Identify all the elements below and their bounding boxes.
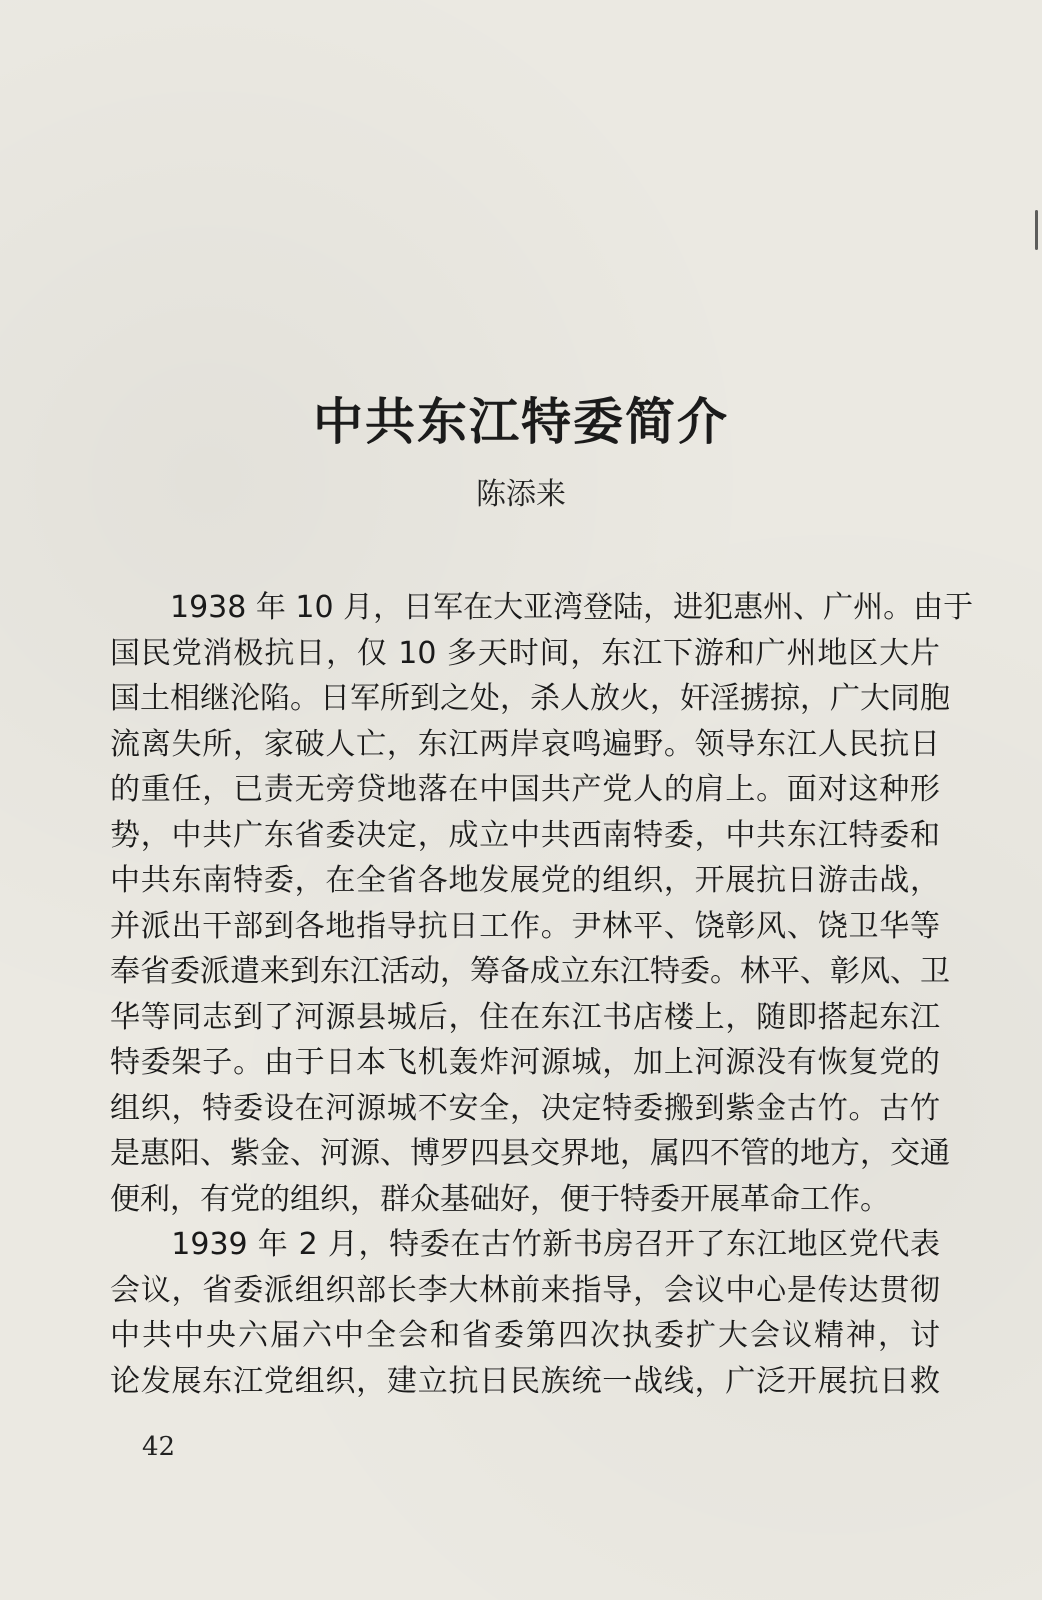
text-line: 中共中央六届六中全会和省委第四次执委扩大会议精神，讨 [110,1318,940,1353]
text-line: 1938 年 10 月，日军在大亚湾登陆，进犯惠州、广州。由于 [110,590,974,625]
text-line: 流离失所，家破人亡，东江两岸哀鸣遍野。领导东江人民抗日 [110,726,940,762]
article-title: 中共东江特委简介 [313,392,729,451]
text-line: 国民党消极抗日，仅 10 多天时间，东江下游和广州地区大片 [110,635,940,671]
text-line: 中共东南特委，在全省各地发展党的组织，开展抗日游击战， [110,863,940,898]
text-line: 华等同志到了河源县城后，住在东江书店楼上，随即搭起东江 [110,999,940,1035]
text-line: 会议，省委派组织部长李大林前来指导，会议中心是传达贯彻 [110,1272,940,1308]
article-author: 陈添来 [476,477,566,512]
text-line: 并派出干部到各地指导抗日工作。尹林平、饶彰风、饶卫华等 [110,908,940,944]
text-line: 便利，有党的组织，群众基础好，便于特委开展革命工作。 [110,1181,890,1217]
text-line: 1939 年 2 月，特委在古竹新书房召开了东江地区党代表 [110,1227,940,1262]
page-number: 42 [142,1432,176,1462]
text-line: 的重任，已责无旁贷地落在中国共产党人的肩上。面对这种形 [110,772,940,807]
scan-edge-mark [1035,210,1038,250]
text-line: 组织，特委设在河源城不安全，决定特委搬到紫金古竹。古竹 [110,1090,940,1126]
text-line: 是惠阳、紫金、河源、博罗四县交界地，属四不管的地方，交通 [110,1136,950,1171]
text-line: 特委架子。由于日本飞机轰炸河源城，加上河源没有恢复党的 [110,1045,940,1080]
text-line: 论发展东江党组织，建立抗日民族统一战线，广泛开展抗日救 [110,1363,940,1399]
text-line: 奉省委派遣来到东江活动，筹备成立东江特委。林平、彰风、卫 [110,954,950,989]
article-body [110,585,974,1404]
text-line: 国土相继沦陷。日军所到之处，杀人放火，奸淫掳掠，广大同胞 [110,681,950,716]
text-line: 势，中共广东省委决定，成立中共西南特委，中共东江特委和 [110,817,940,853]
